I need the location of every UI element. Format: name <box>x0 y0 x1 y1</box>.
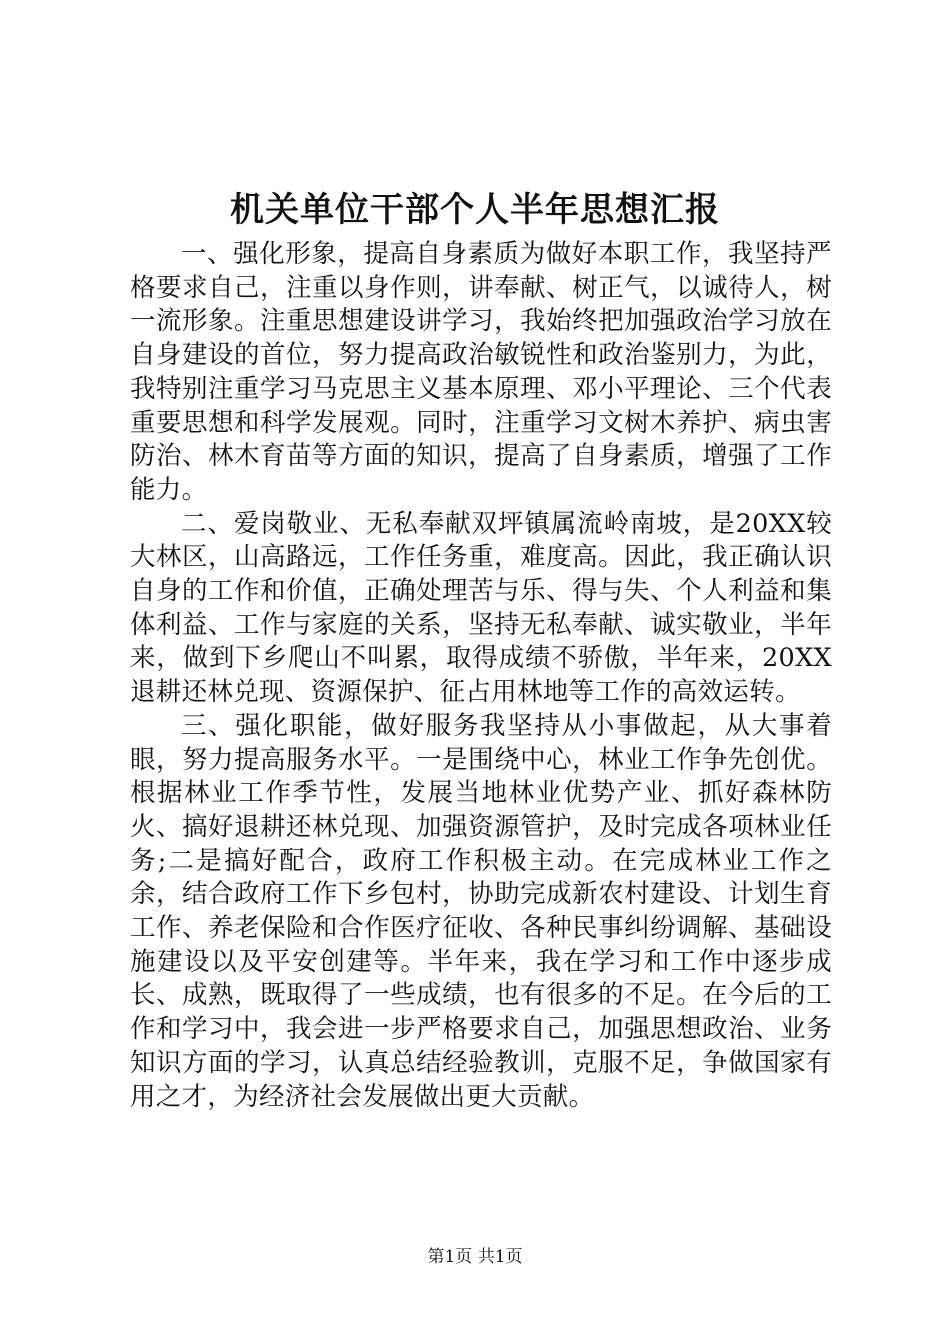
document-body <box>130 238 832 1114</box>
page-title: 机关单位干部个人半年思想汇报 <box>230 190 720 230</box>
paragraph-1: 一、强化形象，提高自身素质为做好本职工作，我坚持严格要求自己，注重以身作则，讲奉献、树正气，以诚待人，树一流形象。注重思想建设讲学习，我始终把加强政治学习放在自身建设的首位，努力提高政治敏锐性和政治鉴别力，为此，我特别注重学习马克思主义基本原理、邓小平理论、三个代表重要思想和科学发展观。同时，注重学习文树木养护、病虫害防治、林木育苗等方面的知识，提高了自身素质，增强了工作能力。 <box>130 239 832 505</box>
paragraph-3: 三、强化职能，做好服务我坚持从小事做起，从大事着眼，努力提高服务水平。一是围绕中心，林业工作争先创优。根据林业工作季节性，发展当地林业优势产业、抓好森林防火、搞好退耕还林兑现、加强资源管护，及时完成各项林业任务;二是搞好配合，政府工作积极主动。在完成林业工作之余，结合政府工作下乡包村，协助完成新农村建设、计划生育工作、养老保险和合作医疗征收、各种民事纠纷调解、基础设施建设以及平安创建等。半年来，我在学习和工作中逐步成长、成熟，既取得了一些成绩，也有很多的不足。在今后的工作和学习中，我会进一步严格要求自己，加强思想政治、业务知识方面的学习，认真总结经验教训，克服不足，争做国家有用之才，为经济社会发展做出更大贡献。 <box>130 710 832 1112</box>
page-number-footer: 第1页 共1页 <box>427 1247 523 1267</box>
paragraph-2: 二、爱岗敬业、无私奉献双坪镇属流岭南坡，是20XX较大林区，山高路远，工作任务重，难度高。因此，我正确认识自身的工作和价值，正确处理苦与乐、得与失、个人利益和集体利益、工作与家庭的关系，坚持无私奉献、诚实敬业，半年来，做到下乡爬山不叫累，取得成绩不骄傲，半年来，20XX退耕还林兑现、资源保护、征占用林地等工作的高效运转。 <box>130 508 832 708</box>
